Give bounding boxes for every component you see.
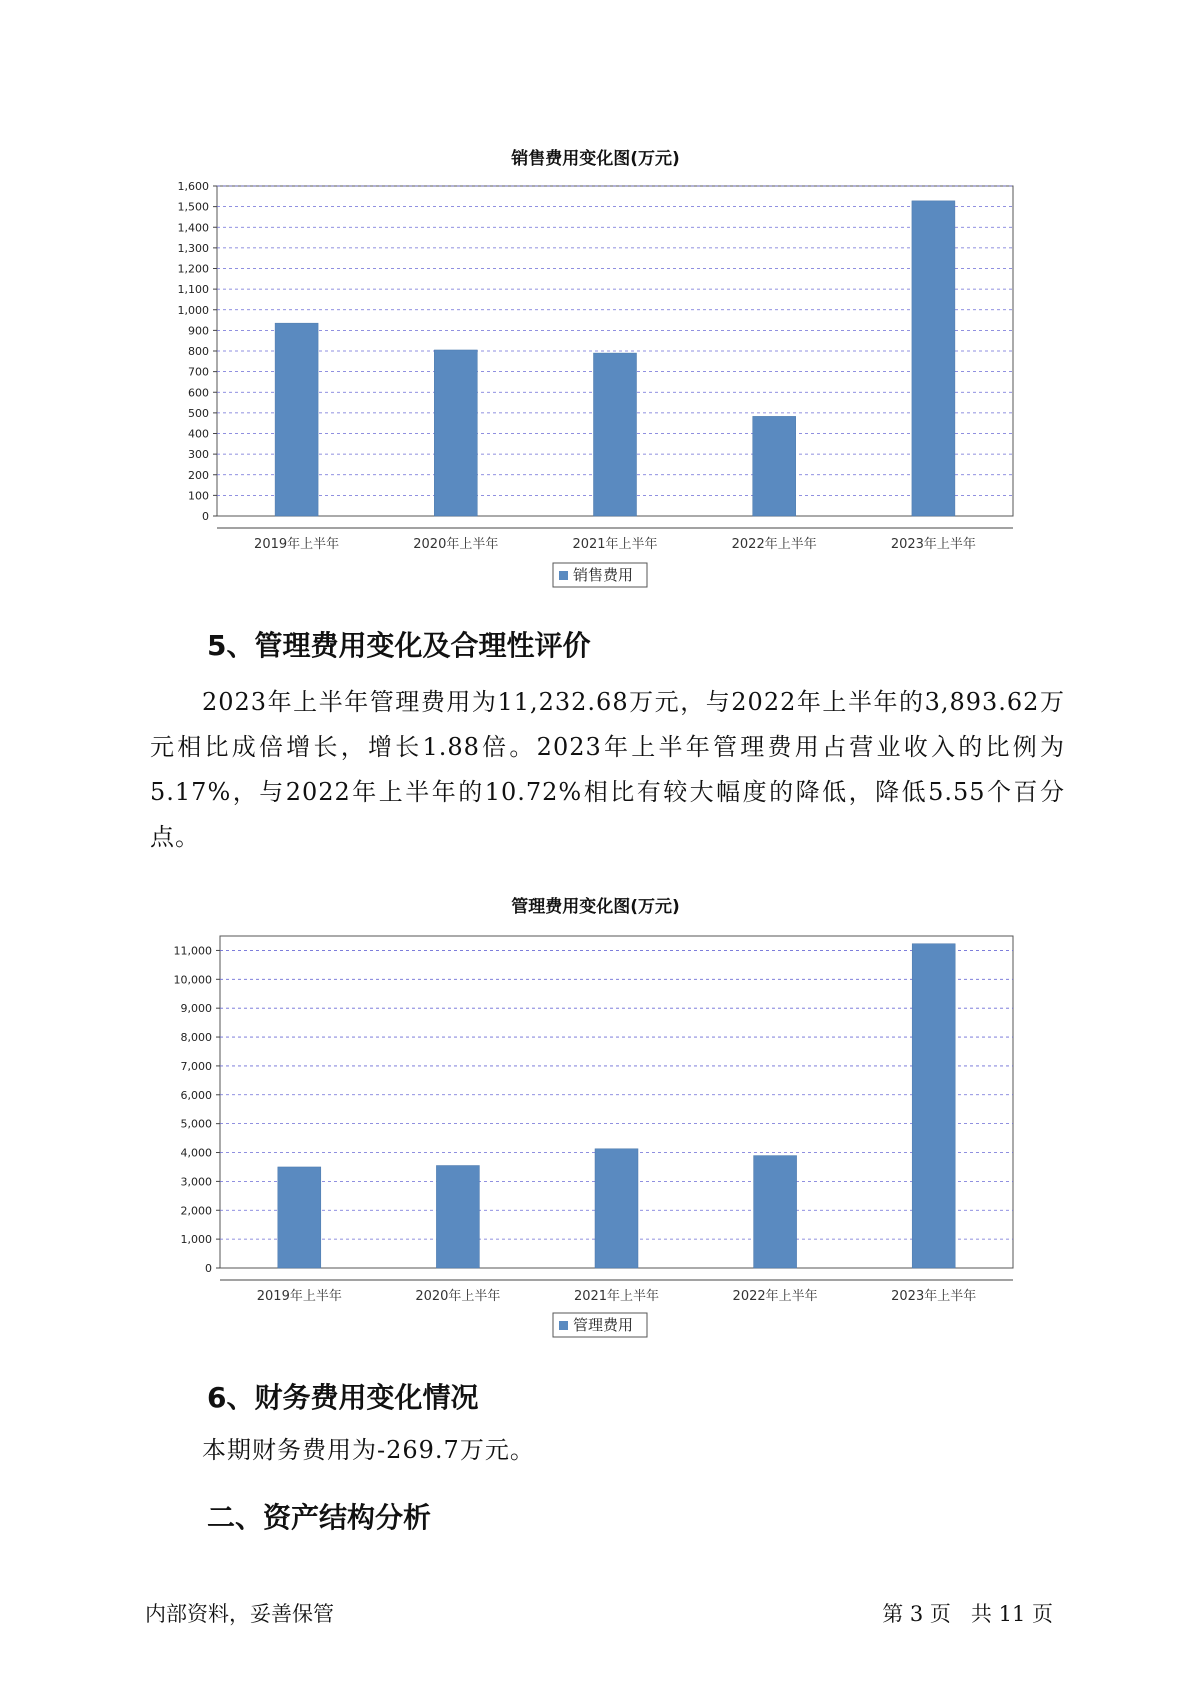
x-tick-label: 2023年上半年 — [890, 537, 976, 552]
y-tick-label: 5,000 — [180, 1117, 212, 1131]
footer-left: 内部资料，妥善保管 — [145, 1602, 334, 1626]
footer-page-number: 第 3 页 共 11 页 — [882, 1602, 1053, 1626]
y-tick-label: 8,000 — [180, 1031, 212, 1045]
x-tick-label: 2023年上半年 — [891, 1289, 977, 1304]
y-tick-label: 1,600 — [177, 180, 209, 193]
y-tick-label: 1,200 — [177, 262, 209, 276]
y-tick-label: 10,000 — [173, 973, 212, 987]
bar — [754, 1156, 797, 1268]
y-tick-label: 2,000 — [180, 1204, 212, 1218]
x-tick-label: 2019年上半年 — [256, 1289, 342, 1304]
y-tick-label: 700 — [188, 365, 209, 379]
x-tick-label: 2019年上半年 — [254, 537, 340, 552]
y-tick-label: 4,000 — [180, 1146, 212, 1160]
y-tick-label: 900 — [188, 324, 209, 338]
section5-heading: 5、管理费用变化及合理性评价 — [207, 629, 591, 662]
y-tick-label: 1,000 — [180, 1233, 212, 1247]
legend-swatch — [559, 1321, 568, 1330]
y-tick-label: 1,400 — [177, 221, 209, 235]
chart1-title: 销售费用变化图(万元) — [511, 149, 680, 169]
bar — [436, 1166, 479, 1268]
y-tick-label: 0 — [202, 510, 209, 523]
x-tick-label: 2022年上半年 — [732, 1289, 818, 1304]
bar — [275, 323, 318, 516]
x-tick-label: 2020年上半年 — [415, 1289, 501, 1304]
bar — [594, 353, 637, 516]
legend-label: 管理费用 — [573, 1316, 634, 1334]
bar — [912, 201, 955, 516]
bar — [595, 1149, 638, 1268]
y-tick-label: 3,000 — [180, 1175, 212, 1189]
y-tick-label: 1,500 — [177, 200, 209, 214]
y-tick-label: 0 — [205, 1262, 212, 1275]
y-tick-label: 600 — [188, 386, 209, 400]
y-tick-label: 500 — [188, 406, 209, 420]
y-tick-label: 400 — [188, 427, 209, 441]
bar — [753, 416, 796, 516]
y-tick-label: 7,000 — [180, 1059, 212, 1073]
bar — [434, 350, 477, 516]
admin-expense-chart — [0, 928, 1191, 1348]
legend-label: 销售费用 — [573, 566, 634, 584]
section6-paragraph: 本期财务费用为-269.7万元。 — [202, 1436, 535, 1464]
y-tick-label: 800 — [188, 345, 209, 358]
section-two-heading: 二、资产结构分析 — [207, 1501, 432, 1534]
y-tick-label: 1,100 — [177, 283, 209, 297]
section6-heading: 6、财务费用变化情况 — [207, 1381, 479, 1414]
legend-swatch — [559, 571, 568, 580]
y-tick-label: 9,000 — [180, 1002, 212, 1016]
x-tick-label: 2021年上半年 — [572, 537, 658, 552]
chart2-title: 管理费用变化图(万元) — [511, 897, 680, 917]
x-tick-label: 2022年上半年 — [731, 537, 817, 552]
x-tick-label: 2021年上半年 — [573, 1289, 660, 1304]
bar — [912, 944, 955, 1268]
y-tick-label: 200 — [188, 468, 209, 482]
bar — [278, 1167, 321, 1268]
y-tick-label: 1,300 — [177, 241, 209, 255]
y-tick-label: 6,000 — [180, 1088, 212, 1102]
y-tick-label: 11,000 — [173, 944, 212, 958]
y-tick-label: 100 — [188, 489, 209, 503]
x-tick-label: 2020年上半年 — [413, 537, 499, 552]
section5-paragraph: 2023年上半年管理费用为11,232.68万元，与2022年上半年的3,893.62万元相比成倍增长，增长1.88倍。2023年上半年管理费用占营业收入的比例为5.17%，与2022年上半年的10.72%相比有较大幅度的降低，降低5.55个百分点。 — [150, 688, 1065, 851]
sales-expense-chart — [0, 180, 1191, 600]
y-tick-label: 300 — [188, 448, 209, 462]
y-tick-label: 1,000 — [177, 303, 209, 317]
